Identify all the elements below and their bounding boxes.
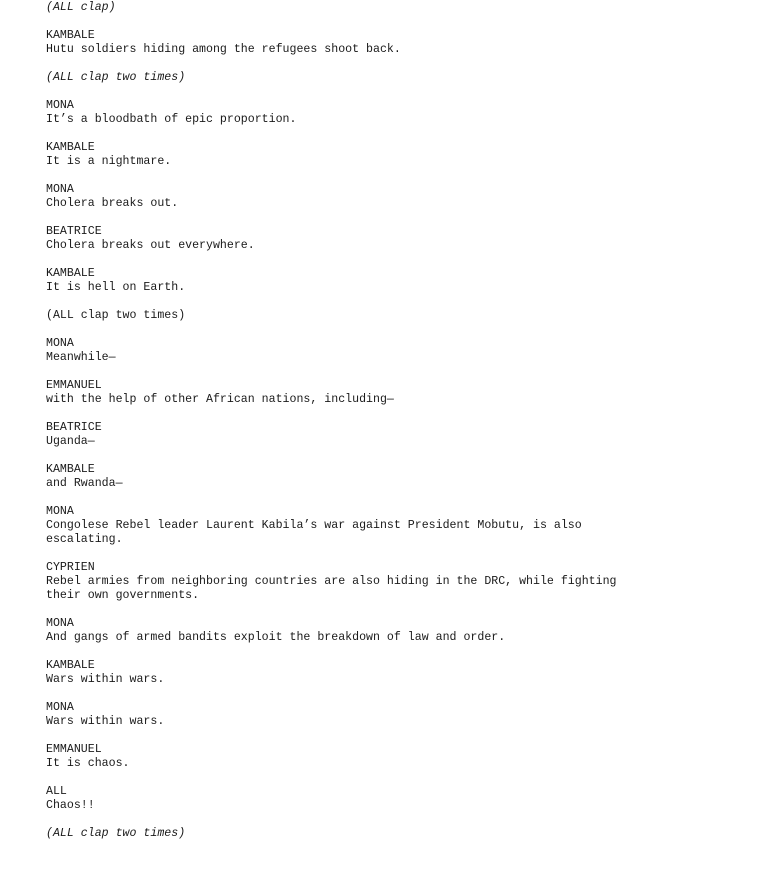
- speaker-name: MONA: [46, 505, 74, 518]
- dialogue-line: It is a nightmare.: [46, 155, 172, 168]
- speaker-name: KAMBALE: [46, 141, 95, 154]
- speaker-name: EMMANUEL: [46, 743, 102, 756]
- dialogue-block: [46, 561, 726, 603]
- dialogue-line: Rebel armies from neighboring countries are also hiding in the DRC, while fighting: [46, 575, 617, 588]
- dialogue-block: [46, 267, 726, 295]
- dialogue-block: [46, 505, 726, 547]
- speaker-name: KAMBALE: [46, 463, 95, 476]
- speaker-name: CYPRIEN: [46, 561, 95, 574]
- stage-direction-text: (ALL clap two times): [46, 827, 186, 840]
- speaker-name: BEATRICE: [46, 421, 102, 434]
- dialogue-block: [46, 225, 726, 253]
- dialogue-block: [46, 743, 726, 771]
- speaker-name: ALL: [46, 785, 67, 798]
- stage-direction: [46, 309, 726, 323]
- speaker-name: BEATRICE: [46, 225, 102, 238]
- speaker-name: KAMBALE: [46, 267, 95, 280]
- speaker-name: MONA: [46, 617, 74, 630]
- speaker-name: MONA: [46, 99, 74, 112]
- dialogue-line: Meanwhile—: [46, 351, 116, 364]
- dialogue-line: their own governments.: [46, 589, 200, 602]
- dialogue-line: with the help of other African nations, including—: [46, 393, 394, 406]
- dialogue-block: [46, 659, 726, 687]
- dialogue-block: [46, 379, 726, 407]
- dialogue-block: [46, 617, 726, 645]
- script-page: [46, 1, 726, 855]
- dialogue-line: and Rwanda—: [46, 477, 123, 490]
- dialogue-line: Uganda—: [46, 435, 95, 448]
- dialogue-line: And gangs of armed bandits exploit the breakdown of law and order.: [46, 631, 506, 644]
- speaker-name: KAMBALE: [46, 29, 95, 42]
- dialogue-block: [46, 141, 726, 169]
- speaker-name: MONA: [46, 183, 74, 196]
- dialogue-line: Hutu soldiers hiding among the refugees shoot back.: [46, 43, 401, 56]
- dialogue-block: [46, 337, 726, 365]
- dialogue-block: [46, 463, 726, 491]
- stage-direction: [46, 1, 726, 15]
- dialogue-line: It’s a bloodbath of epic proportion.: [46, 113, 297, 126]
- dialogue-block: [46, 701, 726, 729]
- dialogue-block: [46, 421, 726, 449]
- dialogue-line: Cholera breaks out everywhere.: [46, 239, 255, 252]
- stage-direction: [46, 827, 726, 841]
- dialogue-line: Congolese Rebel leader Laurent Kabila’s war against President Mobutu, is also: [46, 519, 582, 532]
- dialogue-line: Cholera breaks out.: [46, 197, 179, 210]
- dialogue-block: [46, 99, 726, 127]
- dialogue-block: [46, 183, 726, 211]
- dialogue-line: Chaos!!: [46, 799, 95, 812]
- dialogue-line: It is hell on Earth.: [46, 281, 186, 294]
- stage-direction-text: (ALL clap): [46, 1, 116, 14]
- dialogue-line: Wars within wars.: [46, 673, 165, 686]
- speaker-name: EMMANUEL: [46, 379, 102, 392]
- dialogue-line: It is chaos.: [46, 757, 130, 770]
- speaker-name: MONA: [46, 337, 74, 350]
- speaker-name: MONA: [46, 701, 74, 714]
- stage-direction-text: (ALL clap two times): [46, 309, 186, 322]
- stage-direction: [46, 71, 726, 85]
- stage-direction-text: (ALL clap two times): [46, 71, 186, 84]
- dialogue-line: escalating.: [46, 533, 123, 546]
- dialogue-block: [46, 29, 726, 57]
- dialogue-line: Wars within wars.: [46, 715, 165, 728]
- speaker-name: KAMBALE: [46, 659, 95, 672]
- dialogue-block: [46, 785, 726, 813]
